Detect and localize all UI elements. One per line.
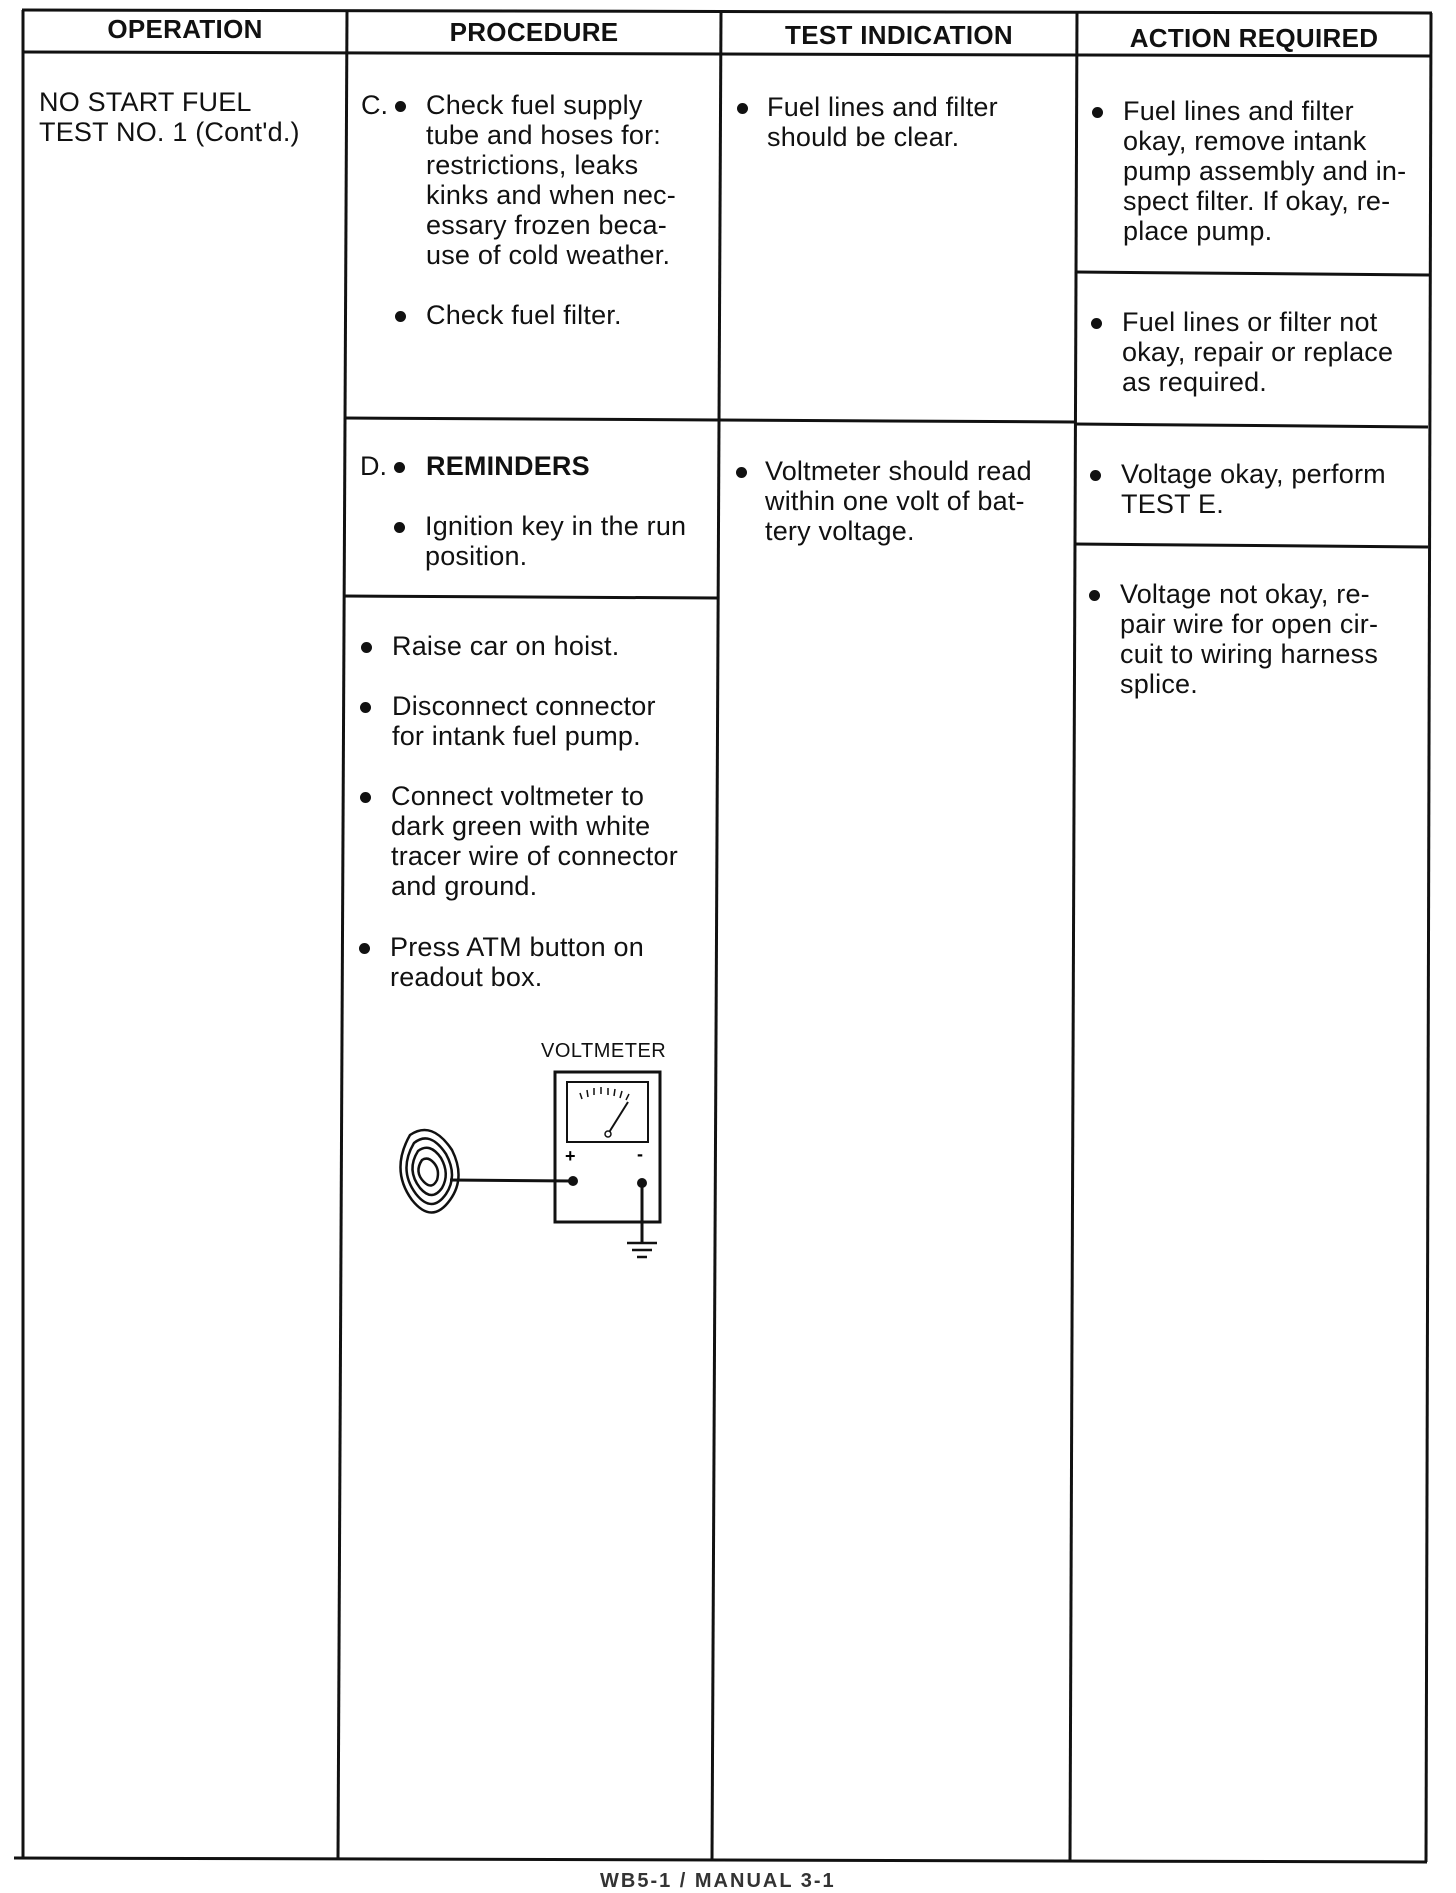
procedure-step-line: for intank fuel pump. bbox=[392, 721, 641, 751]
procedure-step-line: Press ATM button on bbox=[390, 932, 644, 962]
plus-sign: + bbox=[565, 1146, 576, 1166]
test-c-line: should be clear. bbox=[767, 122, 960, 152]
column-divider-3 bbox=[1070, 12, 1077, 1861]
action-c-notok-line: as required. bbox=[1122, 367, 1267, 397]
procedure-step-line: tracer wire of connector bbox=[391, 841, 678, 871]
operation-line-2: TEST NO. 1 (Cont'd.) bbox=[39, 117, 300, 147]
procedure-step-line: dark green with white bbox=[391, 811, 651, 841]
bullet-icon bbox=[360, 792, 371, 803]
action-rule-2 bbox=[1075, 424, 1428, 427]
header-test-indication: TEST INDICATION bbox=[785, 20, 1013, 50]
bullet-icon bbox=[361, 642, 372, 653]
action-c-ok-line: Fuel lines and filter bbox=[1123, 96, 1354, 126]
header-action-required: ACTION REQUIRED bbox=[1129, 23, 1379, 53]
header-operation: OPERATION bbox=[107, 14, 263, 44]
test-rule-1 bbox=[719, 420, 1074, 422]
procedure-step-line: Raise car on hoist. bbox=[392, 631, 620, 661]
bullet-icon bbox=[737, 103, 748, 114]
page-footer: WB5-1 / MANUAL 3-1 bbox=[600, 1870, 836, 1892]
procedure-c-item1-line: kinks and when nec- bbox=[426, 180, 676, 210]
bullet-icon bbox=[1090, 470, 1101, 481]
test-d-line: tery voltage. bbox=[765, 516, 915, 546]
positive-terminal bbox=[568, 1176, 578, 1186]
action-d-notok-line: Voltage not okay, re- bbox=[1120, 579, 1370, 609]
bullet-icon bbox=[359, 943, 370, 954]
bullet-icon bbox=[395, 311, 406, 322]
action-c-notok-line: Fuel lines or filter not bbox=[1122, 307, 1378, 337]
procedure-c-item1-line: Check fuel supply bbox=[426, 90, 643, 120]
bullet-icon bbox=[1092, 107, 1103, 118]
bullet-icon bbox=[394, 462, 405, 473]
bullet-icon bbox=[395, 101, 406, 112]
test-c-line: Fuel lines and filter bbox=[767, 92, 998, 122]
procedure-c-item1-line: essary frozen beca- bbox=[426, 210, 667, 240]
procedure-d-label: D. bbox=[360, 451, 387, 481]
action-d-notok-line: splice. bbox=[1120, 669, 1198, 699]
dial-needle bbox=[608, 1102, 628, 1134]
procedure-c-item1-line: tube and hoses for: bbox=[426, 120, 661, 150]
voltmeter-label: VOLTMETER bbox=[541, 1040, 667, 1062]
minus-sign: - bbox=[637, 1144, 643, 1164]
procedure-step-line: Connect voltmeter to bbox=[391, 781, 645, 811]
test-d-line: within one volt of bat- bbox=[765, 486, 1025, 516]
bullet-icon bbox=[736, 467, 747, 478]
action-c-ok-line: place pump. bbox=[1123, 216, 1273, 246]
bullet-icon bbox=[1091, 318, 1102, 329]
action-c-ok-line: spect filter. If okay, re- bbox=[1123, 186, 1391, 216]
action-d-notok-line: cuit to wiring harness bbox=[1120, 639, 1379, 669]
procedure-rule-2 bbox=[343, 596, 717, 598]
table-top-border bbox=[22, 10, 1432, 13]
bullet-icon bbox=[360, 702, 371, 713]
action-c-ok-line: okay, remove intank bbox=[1123, 126, 1367, 156]
action-d-ok-line: Voltage okay, perform bbox=[1121, 459, 1386, 489]
column-divider-1 bbox=[338, 11, 347, 1858]
connector-icon bbox=[400, 1130, 458, 1213]
procedure-step-line: and ground. bbox=[391, 871, 538, 901]
procedure-step-line: readout box. bbox=[390, 962, 543, 992]
test-d-line: Voltmeter should read bbox=[765, 456, 1032, 486]
voltmeter-diagram bbox=[380, 1060, 680, 1280]
header-procedure: PROCEDURE bbox=[449, 17, 619, 47]
ground-icon bbox=[627, 1243, 657, 1257]
operation-line-1: NO START FUEL bbox=[39, 87, 252, 117]
action-d-notok-line: pair wire for open cir- bbox=[1120, 609, 1379, 639]
column-divider-2 bbox=[712, 12, 721, 1860]
action-rule-3 bbox=[1074, 544, 1428, 547]
procedure-c-item1-line: restrictions, leaks bbox=[426, 150, 639, 180]
procedure-c-item1-line: use of cold weather. bbox=[426, 240, 671, 270]
procedure-step-line: Disconnect connector bbox=[392, 691, 656, 721]
bullet-icon bbox=[394, 522, 405, 533]
procedure-d-heading: REMINDERS bbox=[426, 451, 590, 481]
table-right-border bbox=[1426, 13, 1431, 1862]
procedure-c-label: C. bbox=[361, 90, 388, 120]
action-c-ok-line: pump assembly and in- bbox=[1123, 156, 1407, 186]
action-d-ok-line: TEST E. bbox=[1121, 489, 1224, 519]
procedure-c-item2: Check fuel filter. bbox=[426, 300, 622, 330]
action-rule-1 bbox=[1076, 272, 1429, 275]
dial-ticks bbox=[580, 1087, 629, 1100]
bullet-icon bbox=[1089, 590, 1100, 601]
procedure-d-item1-line: position. bbox=[425, 541, 528, 571]
action-c-notok-line: okay, repair or replace bbox=[1122, 337, 1394, 367]
procedure-rule-1 bbox=[344, 418, 718, 420]
procedure-d-item1-line: Ignition key in the run bbox=[425, 511, 687, 541]
table-bottom-border bbox=[14, 1858, 1427, 1862]
